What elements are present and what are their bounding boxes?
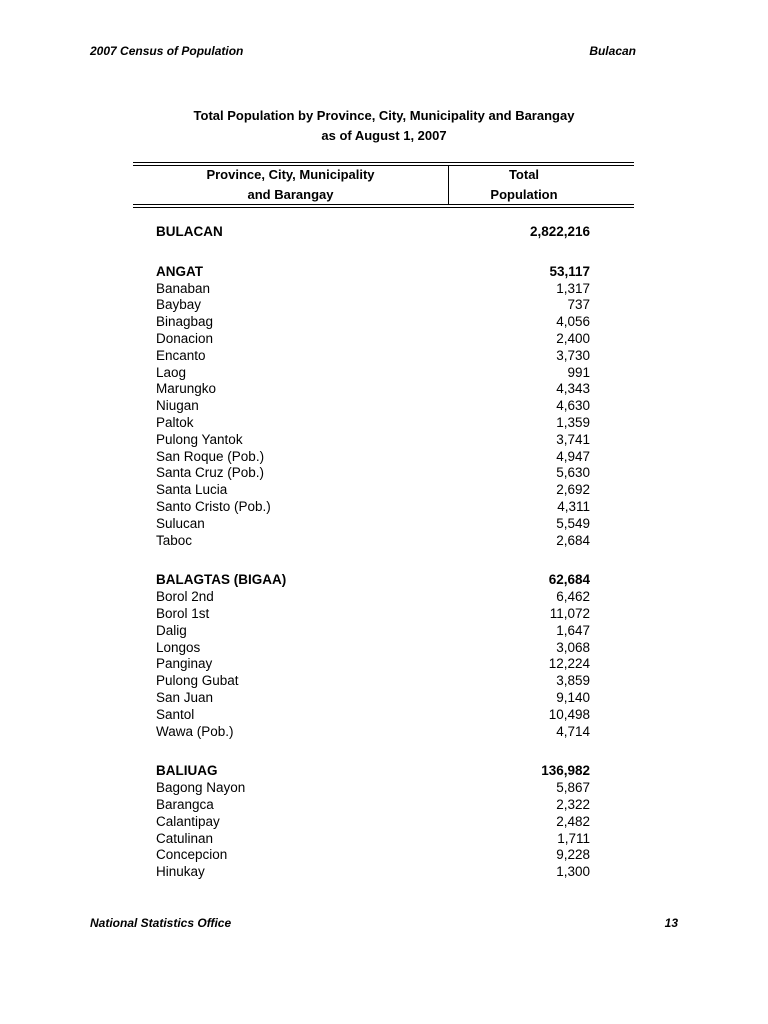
page-number: 13 — [664, 916, 678, 930]
barangay-population: 12,224 — [548, 656, 590, 672]
barangay-row — [156, 533, 590, 550]
column-header-area-line2: and Barangay — [247, 187, 334, 202]
barangay-name: Marungko — [156, 381, 217, 397]
province-population: 2,822,216 — [529, 224, 590, 239]
barangay-name: Pulong Gubat — [156, 673, 239, 689]
barangay-row — [156, 465, 590, 482]
barangay-row — [156, 432, 590, 449]
barangay-name: Banaban — [156, 280, 211, 296]
section-spacer — [156, 740, 590, 763]
barangay-row — [156, 415, 590, 432]
barangay-row — [156, 365, 590, 382]
barangay-population: 2,400 — [556, 330, 590, 346]
barangay-population: 5,867 — [556, 780, 590, 796]
barangay-row — [156, 797, 590, 814]
table-header — [133, 162, 634, 208]
barangay-population: 3,859 — [556, 673, 590, 689]
barangay-population: 4,311 — [557, 498, 590, 514]
barangay-population: 4,056 — [556, 314, 590, 330]
barangay-population: 10,498 — [548, 706, 590, 722]
barangay-row — [156, 331, 590, 348]
barangay-name: Paltok — [156, 414, 194, 430]
barangay-population: 1,647 — [556, 622, 590, 638]
barangay-population: 5,630 — [556, 465, 590, 481]
section-spacer — [156, 241, 590, 264]
barangay-population: 1,317 — [556, 280, 590, 296]
column-header-area-line1: Province, City, Municipality — [206, 167, 375, 182]
barangay-row — [156, 589, 590, 606]
barangay-name: Laog — [156, 364, 187, 380]
barangay-row — [156, 314, 590, 331]
barangay-name: Santa Cruz (Pob.) — [156, 465, 265, 481]
table-title — [0, 106, 768, 146]
municipality-name: BALAGTAS (BIGAA) — [156, 572, 287, 588]
barangay-name: Concepcion — [156, 847, 228, 863]
province-row — [156, 224, 590, 241]
barangay-row — [156, 814, 590, 831]
barangay-name: Barangca — [156, 796, 214, 812]
barangay-name: San Juan — [156, 689, 214, 705]
municipality-population: 53,117 — [549, 263, 590, 279]
municipality-row — [156, 763, 590, 780]
municipality-row — [156, 264, 590, 281]
barangay-row — [156, 673, 590, 690]
barangay-row — [156, 398, 590, 415]
barangay-row — [156, 499, 590, 516]
municipality-population: 136,982 — [541, 763, 590, 779]
province-name: BULACAN — [156, 224, 223, 239]
barangay-population: 2,684 — [556, 532, 590, 548]
barangay-population: 2,692 — [556, 482, 590, 498]
barangay-row — [156, 449, 590, 466]
table-body — [156, 224, 590, 881]
municipality-row — [156, 572, 590, 589]
barangay-row — [156, 724, 590, 741]
barangay-population: 737 — [567, 297, 590, 313]
header-province: Bulacan — [589, 44, 636, 58]
barangay-population: 6,462 — [556, 589, 590, 605]
column-header-population — [449, 165, 599, 205]
column-header-population-line2: Population — [490, 187, 558, 202]
barangay-row — [156, 281, 590, 298]
barangay-name: Calantipay — [156, 813, 220, 829]
barangay-population: 4,947 — [556, 448, 590, 464]
barangay-name: Sulucan — [156, 515, 205, 531]
barangay-name: San Roque (Pob.) — [156, 448, 265, 464]
barangay-population: 1,300 — [556, 864, 590, 880]
barangay-name: Panginay — [156, 656, 213, 672]
barangay-name: Taboc — [156, 532, 193, 548]
barangay-population: 991 — [567, 364, 590, 380]
barangay-name: Binagbag — [156, 314, 214, 330]
barangay-population: 3,068 — [556, 639, 590, 655]
barangay-name: Longos — [156, 639, 201, 655]
municipality-name: BALIUAG — [156, 763, 218, 779]
barangay-name: Santa Lucia — [156, 482, 228, 498]
barangay-population: 2,322 — [556, 796, 590, 812]
barangay-row — [156, 690, 590, 707]
barangay-name: Santo Cristo (Pob.) — [156, 498, 271, 514]
header-top-rule — [133, 162, 634, 163]
barangay-name: Encanto — [156, 347, 206, 363]
barangay-row — [156, 847, 590, 864]
barangay-name: Wawa (Pob.) — [156, 723, 234, 739]
barangay-name: Catulinan — [156, 830, 214, 846]
barangay-row — [156, 297, 590, 314]
column-header-population-line1: Total — [508, 167, 540, 182]
barangay-row — [156, 348, 590, 365]
barangay-row — [156, 707, 590, 724]
barangay-row — [156, 482, 590, 499]
barangay-name: Baybay — [156, 297, 202, 313]
municipality-population: 62,684 — [548, 572, 590, 588]
barangay-row — [156, 381, 590, 398]
barangay-population: 1,359 — [556, 414, 590, 430]
barangay-name: Hinukay — [156, 864, 205, 880]
barangay-population: 3,741 — [556, 431, 590, 447]
barangay-name: Dalig — [156, 622, 187, 638]
barangay-population: 1,711 — [557, 830, 590, 846]
header-bottom-rule — [133, 204, 634, 205]
barangay-name: Bagong Nayon — [156, 780, 246, 796]
barangay-name: Santol — [156, 706, 195, 722]
barangay-row — [156, 864, 590, 881]
barangay-population: 11,072 — [549, 605, 590, 621]
barangay-row — [156, 516, 590, 533]
barangay-name: Niugan — [156, 398, 199, 414]
barangay-population: 9,140 — [556, 689, 590, 705]
barangay-row — [156, 640, 590, 657]
barangay-name: Donacion — [156, 330, 214, 346]
column-header-area — [133, 165, 448, 205]
barangay-name: Borol 2nd — [156, 589, 214, 605]
barangay-population: 3,730 — [556, 347, 590, 363]
footer-agency: National Statistics Office — [90, 916, 232, 930]
municipality-name: ANGAT — [156, 263, 203, 279]
barangay-population: 2,482 — [556, 813, 590, 829]
barangay-row — [156, 623, 590, 640]
barangay-row — [156, 606, 590, 623]
table-title-line2: as of August 1, 2007 — [321, 128, 447, 143]
barangay-name: Pulong Yantok — [156, 431, 243, 447]
header-census-title: 2007 Census of Population — [90, 44, 244, 58]
barangay-name: Borol 1st — [156, 605, 210, 621]
barangay-row — [156, 831, 590, 848]
barangay-population: 4,343 — [556, 381, 590, 397]
barangay-row — [156, 656, 590, 673]
barangay-population: 4,714 — [556, 723, 590, 739]
barangay-population: 4,630 — [556, 398, 590, 414]
section-spacer — [156, 549, 590, 572]
barangay-population: 9,228 — [556, 847, 590, 863]
barangay-population: 5,549 — [556, 515, 590, 531]
table-title-line1: Total Population by Province, City, Municipality and Barangay — [193, 108, 575, 123]
barangay-row — [156, 780, 590, 797]
header-bottom-rule-inner — [133, 207, 634, 208]
